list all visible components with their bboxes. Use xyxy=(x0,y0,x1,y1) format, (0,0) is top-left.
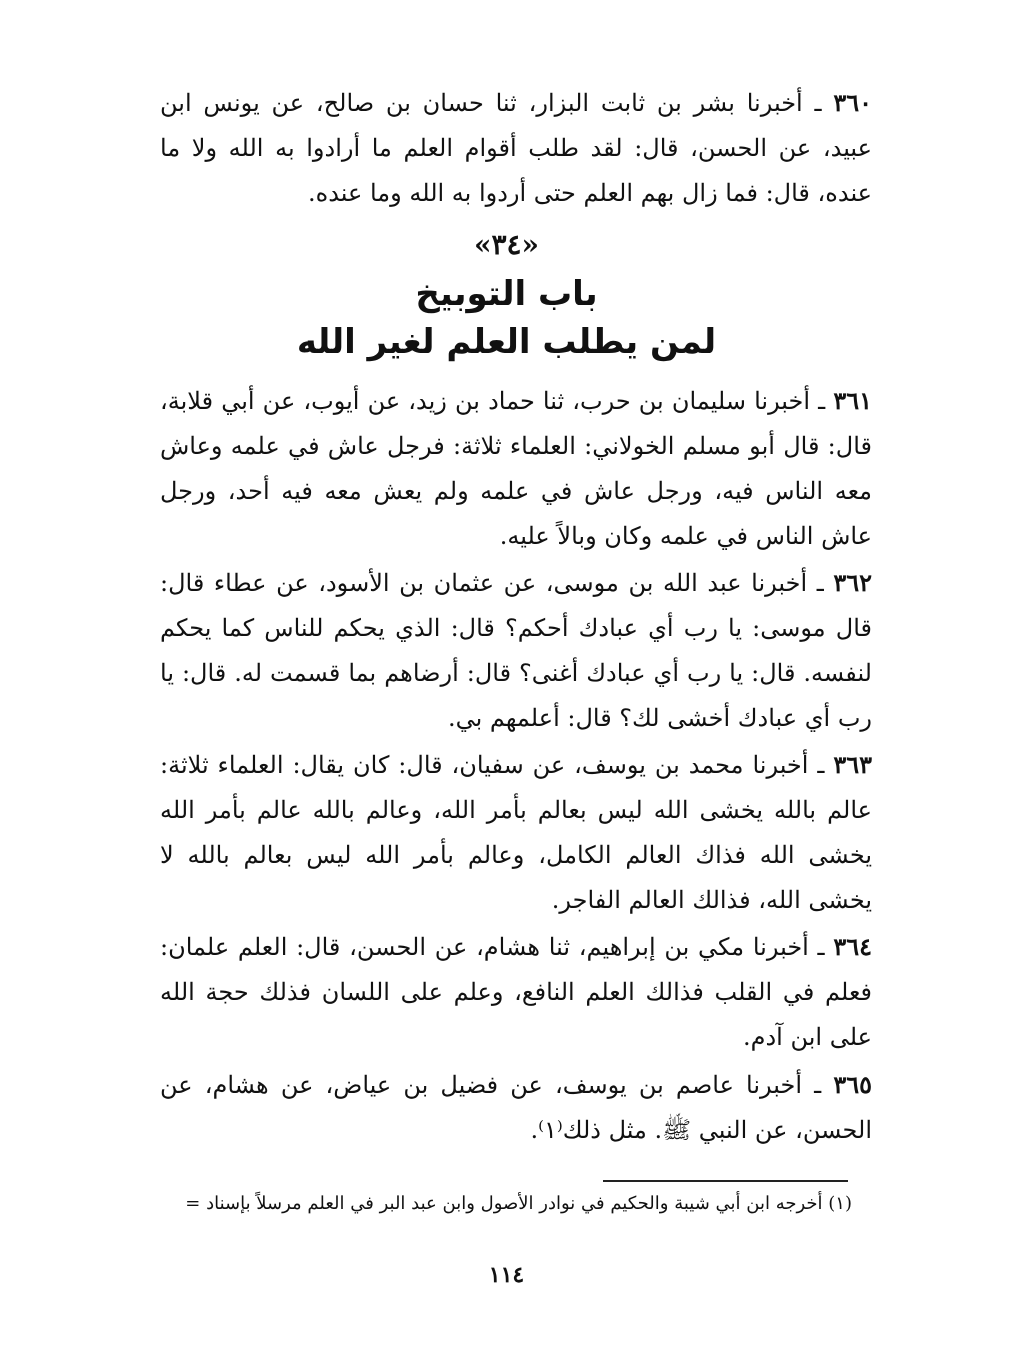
hadith-number: ٣٦٢ xyxy=(833,568,872,597)
hadith-paragraph-363 xyxy=(160,742,872,923)
hadith-number: ٣٦٣ xyxy=(833,750,872,779)
hadith-text: ـ أخبرنا سليمان بن حرب، ثنا حماد بن زيد، عن أيوب، عن أبي قلابة، قال: قال أبو مسلم الخولاني: العلماء ثلاثة: فرجل عاش في علمه وعاش معه الناس فيه، ورجل عاش في علمه ولم يعش معه فيه أحد، ورجل عاش الناس في علمه وكان وبالاً عليه. xyxy=(160,387,872,550)
hadith-text: ـ أخبرنا بشر بن ثابت البزار، ثنا حسان بن صالح، عن يونس ابن عبيد، عن الحسن، قال: لقد طلب أقوام العلم ما أرادوا به الله ولا ما عنده، قال: فما زال بهم العلم حتى أردوا به الله وما عنده. xyxy=(160,89,872,207)
footnote xyxy=(140,1190,852,1218)
hadith-text: ـ أخبرنا محمد بن يوسف، عن سفيان، قال: كان يقال: العلماء ثلاثة: عالم بالله يخشى الله ليس بعالم بأمر الله، وعالم بالله عالم بأمر الله يخشى الله فذاك العالم الكامل، وعالم بأمر الله ليس بعالم بالله لا يخشى الله، فذالك العالم الفاجر. xyxy=(160,751,873,914)
footnote-divider xyxy=(603,1180,848,1182)
page-number: ١١٤ xyxy=(488,1262,525,1288)
chapter-number: «٣٤» xyxy=(473,228,540,261)
hadith-text: ـ أخبرنا عبد الله بن موسى، عن عثمان بن الأسود، عن عطاء قال: قال موسى: يا رب أي عبادك أحكم؟ قال: الذي يحكم للناس كما يحكم لنفسه. قال: يا رب أي عبادك أغنى؟ قال: أرضاهم بما قسمت له. قال: يا رب أي عبادك أخشى لك؟ قال: أعلمهم بي. xyxy=(160,569,872,732)
hadith-text: ـ أخبرنا مكي بن إبراهيم، ثنا هشام، عن الحسن، قال: العلم علمان: فعلم في القلب فذالك العلم النافع، وعلم على اللسان فذلك حجة الله على ابن آدم. xyxy=(160,933,872,1051)
hadith-number: ٣٦٠ xyxy=(833,88,872,117)
hadith-paragraph-365 xyxy=(160,1062,872,1153)
footnote-text: أخرجه ابن أبي شيبة والحكيم في نوادر الأصول وابن عبد البر في العلم مرسلاً بإسناد = xyxy=(185,1193,823,1214)
hadith-number: ٣٦١ xyxy=(833,386,872,415)
chapter-title-line-1: باب التوبيخ xyxy=(415,274,598,314)
hadith-paragraph-364 xyxy=(160,924,872,1060)
hadith-paragraph-362 xyxy=(160,560,872,741)
footnote-marker: (١) xyxy=(828,1193,852,1214)
hadith-text: ـ أخبرنا عاصم بن يوسف، عن فضيل بن عياض، عن هشام، عن الحسن، عن النبي ﷺ. مثل ذلك⁽١⁾. xyxy=(160,1071,872,1144)
chapter-title-line-2: لمن يطلب العلم لغير الله xyxy=(296,322,717,362)
hadith-paragraph-361 xyxy=(160,378,872,559)
hadith-number: ٣٦٤ xyxy=(833,932,872,961)
hadith-number: ٣٦٥ xyxy=(833,1070,872,1099)
hadith-paragraph-360 xyxy=(160,80,872,216)
